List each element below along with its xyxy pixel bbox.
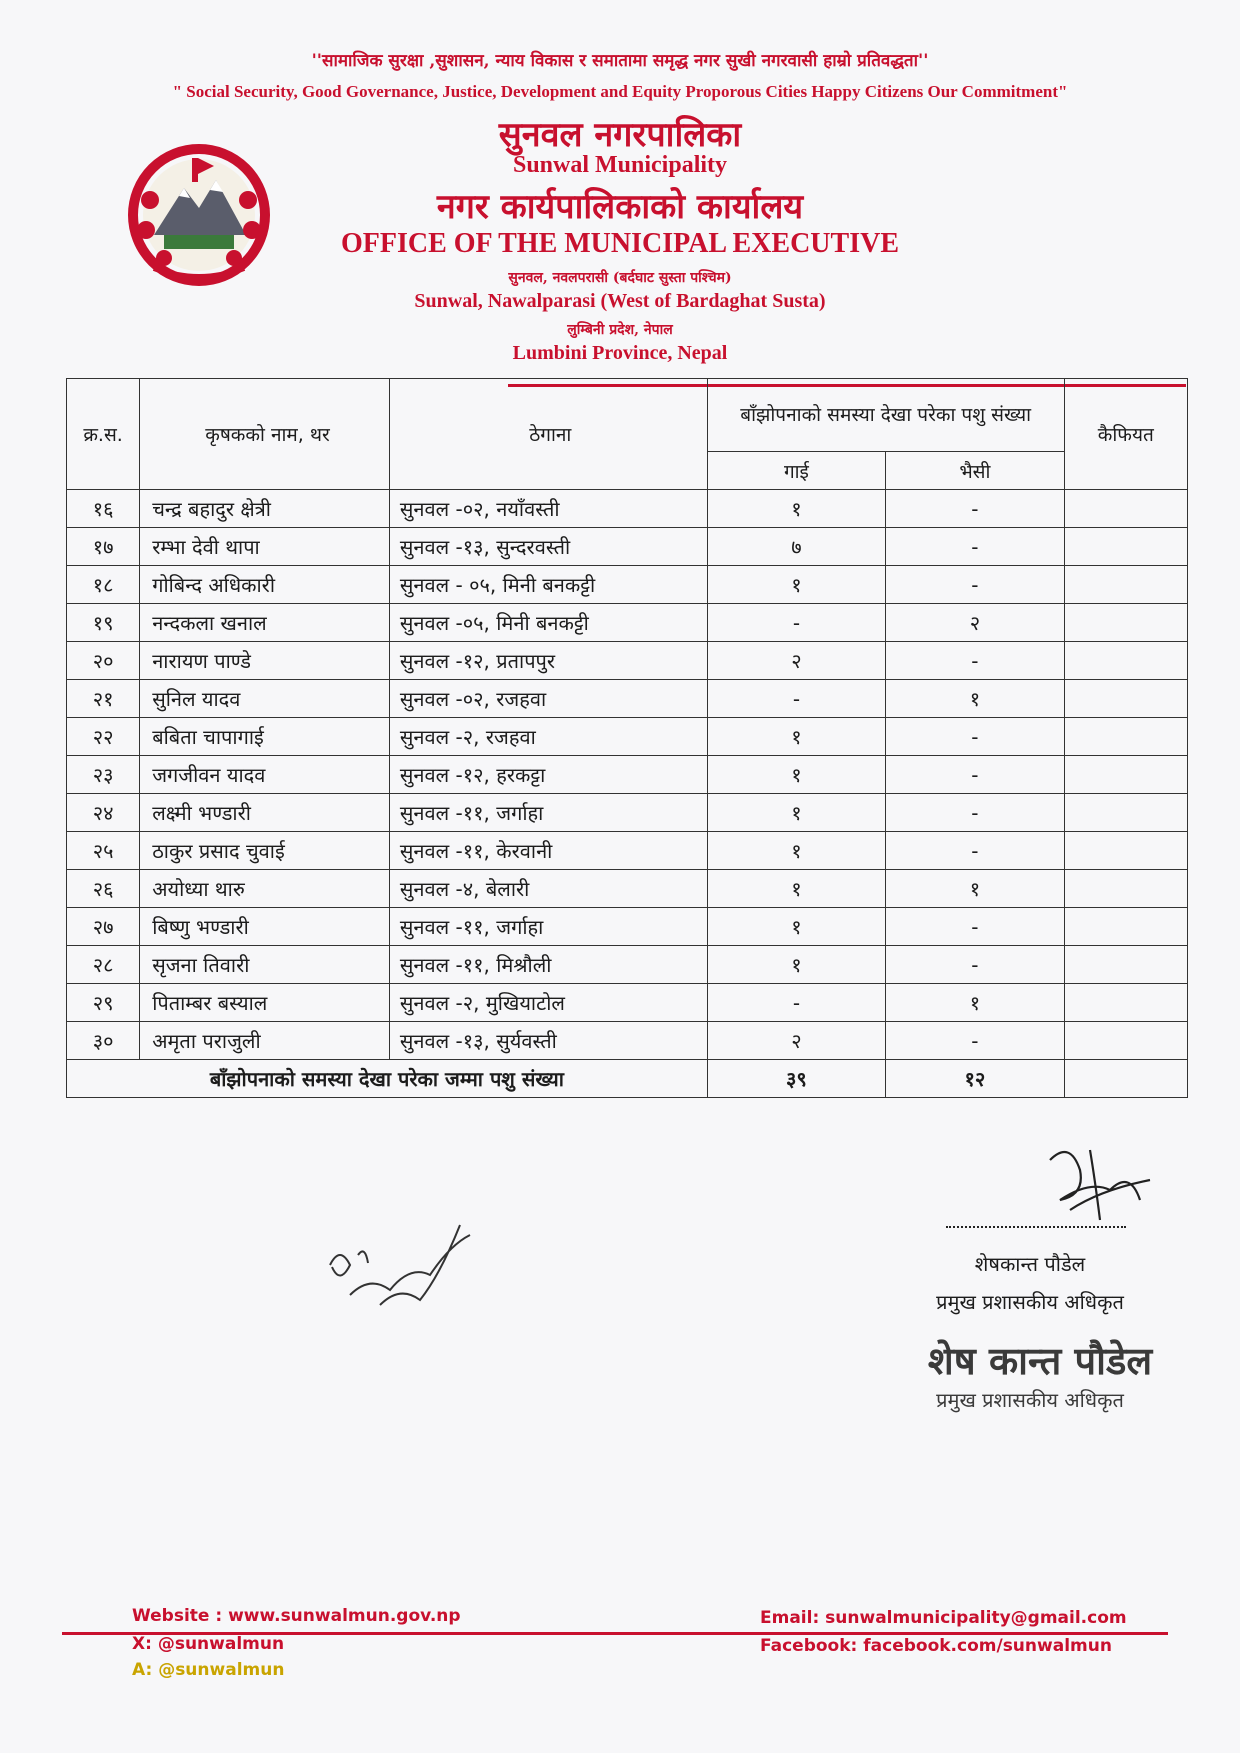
motto-nepali: ''सामाजिक सुरक्षा ,सुशासन, न्याय विकास र समातामा समृद्ध नगर सुखी नगरवासी हाम्रो प्रतिवद्धता''	[311, 51, 929, 71]
row-farmer-name: चन्द्र बहादुर क्षेत्री	[140, 490, 390, 528]
totals-row	[67, 1060, 1188, 1098]
table-row	[67, 1022, 1188, 1060]
row-remarks	[1064, 832, 1187, 870]
address-english: Sunwal, Nawalparasi (West of Bardaghat Susta)	[414, 290, 826, 312]
row-remarks	[1064, 528, 1187, 566]
row-cow-count: -	[707, 984, 885, 1022]
row-cow-count: १	[707, 490, 885, 528]
row-remarks	[1064, 984, 1187, 1022]
row-address: सुनवल -१२, हरकट्टा	[389, 756, 707, 794]
row-cow-count: २	[707, 1022, 885, 1060]
province-nepali: लुम्बिनी प्रदेश, नेपाल	[567, 322, 673, 338]
row-cow-count: ७	[707, 528, 885, 566]
municipality-name-english: Sunwal Municipality	[512, 152, 728, 178]
office-name-nepali: नगर कार्यपालिकाको कार्यालय	[436, 187, 804, 227]
table-row	[67, 832, 1188, 870]
row-address: सुनवल -११, केरवानी	[389, 832, 707, 870]
row-farmer-name: गोबिन्द अधिकारी	[140, 566, 390, 604]
table-body	[67, 490, 1188, 1060]
row-serial: २०	[67, 642, 140, 680]
table-row	[67, 984, 1188, 1022]
row-address: सुनवल -०२, नयाँवस्ती	[389, 490, 707, 528]
table-row	[67, 680, 1188, 718]
table-row	[67, 794, 1188, 832]
row-address: सुनवल -११, जर्गाहा	[389, 908, 707, 946]
row-remarks	[1064, 756, 1187, 794]
row-serial: १६	[67, 490, 140, 528]
row-buffalo-count: -	[886, 490, 1064, 528]
row-buffalo-count: -	[886, 566, 1064, 604]
total-remarks	[1064, 1060, 1187, 1098]
table-row	[67, 604, 1188, 642]
row-buffalo-count: १	[886, 870, 1064, 908]
row-address: सुनवल -०२, रजहवा	[389, 680, 707, 718]
row-remarks	[1064, 946, 1187, 984]
row-buffalo-count: १	[886, 680, 1064, 718]
table-row	[67, 642, 1188, 680]
row-farmer-name: रम्भा देवी थापा	[140, 528, 390, 566]
row-address: सुनवल -१३, सुन्दरवस्ती	[389, 528, 707, 566]
row-address: सुनवल - ०५, मिनी बनकट्टी	[389, 566, 707, 604]
footer-x-handle: X: @sunwalmun	[132, 1634, 285, 1654]
motto-english: " Social Security, Good Governance, Justice, Development and Equity Proporous Cities Happy Citizens Our Commitment"	[172, 82, 1068, 101]
row-address: सुनवल -०५, मिनी बनकट्टी	[389, 604, 707, 642]
row-farmer-name: बबिता चापागाई	[140, 718, 390, 756]
row-address: सुनवल -२, मुखियाटोल	[389, 984, 707, 1022]
row-cow-count: २	[707, 642, 885, 680]
signatory-title: प्रमुख प्रशासकीय अधिकृत	[936, 1290, 1124, 1314]
livestock-infertility-table	[66, 378, 1188, 1098]
row-address: सुनवल -१३, सुर्यवस्ती	[389, 1022, 707, 1060]
row-remarks	[1064, 604, 1187, 642]
row-serial: १९	[67, 604, 140, 642]
header-livestock-group: बाँझोपनाको समस्या देखा परेका पशु संख्या	[707, 379, 1064, 452]
header-farmer-name: कृषकको नाम, थर	[140, 379, 390, 490]
row-cow-count: १	[707, 566, 885, 604]
row-farmer-name: अयोध्या थारु	[140, 870, 390, 908]
row-buffalo-count: -	[886, 832, 1064, 870]
handwritten-signature-icon	[1030, 1140, 1160, 1230]
row-buffalo-count: -	[886, 642, 1064, 680]
row-serial: २६	[67, 870, 140, 908]
row-farmer-name: लक्ष्मी भण्डारी	[140, 794, 390, 832]
row-farmer-name: पिताम्बर बस्याल	[140, 984, 390, 1022]
row-remarks	[1064, 794, 1187, 832]
header-serial: क्र.स.	[67, 379, 140, 490]
table-row	[67, 756, 1188, 794]
row-buffalo-count: -	[886, 718, 1064, 756]
footer-facebook: Facebook: facebook.com/sunwalmun	[760, 1636, 1112, 1656]
row-farmer-name: नन्दकला खनाल	[140, 604, 390, 642]
row-buffalo-count: -	[886, 794, 1064, 832]
row-address: सुनवल -११, जर्गाहा	[389, 794, 707, 832]
row-remarks	[1064, 680, 1187, 718]
row-farmer-name: जगजीवन यादव	[140, 756, 390, 794]
footer-email: Email: sunwalmunicipality@gmail.com	[760, 1608, 1127, 1628]
row-serial: २२	[67, 718, 140, 756]
row-remarks	[1064, 490, 1187, 528]
table-row	[67, 566, 1188, 604]
row-farmer-name: सुनिल यादव	[140, 680, 390, 718]
row-farmer-name: सृजना तिवारी	[140, 946, 390, 984]
row-buffalo-count: १	[886, 984, 1064, 1022]
row-remarks	[1064, 718, 1187, 756]
table-row	[67, 718, 1188, 756]
row-address: सुनवल -४, बेलारी	[389, 870, 707, 908]
row-serial: १७	[67, 528, 140, 566]
footer-a-handle: A: @sunwalmun	[132, 1660, 285, 1680]
row-farmer-name: नारायण पाण्डे	[140, 642, 390, 680]
province-english: Lumbini Province, Nepal	[512, 342, 728, 364]
row-buffalo-count: -	[886, 756, 1064, 794]
stamp-title: प्रमुख प्रशासकीय अधिकृत	[936, 1388, 1124, 1412]
row-address: सुनवल -२, रजहवा	[389, 718, 707, 756]
row-buffalo-count: -	[886, 908, 1064, 946]
row-serial: २३	[67, 756, 140, 794]
total-cow: ३९	[707, 1060, 885, 1098]
header-address: ठेगाना	[389, 379, 707, 490]
table-row	[67, 528, 1188, 566]
row-cow-count: १	[707, 718, 885, 756]
row-buffalo-count: -	[886, 1022, 1064, 1060]
row-serial: ३०	[67, 1022, 140, 1060]
row-serial: २८	[67, 946, 140, 984]
row-cow-count: १	[707, 794, 885, 832]
row-farmer-name: अमृता पराजुली	[140, 1022, 390, 1060]
address-nepali: सुनवल, नवलपरासी (बर्दघाट सुस्ता पश्चिम)	[508, 270, 732, 286]
row-serial: २९	[67, 984, 140, 1022]
row-buffalo-count: २	[886, 604, 1064, 642]
row-buffalo-count: -	[886, 528, 1064, 566]
total-label: बाँझोपनाको समस्या देखा परेका जम्मा पशु संख्या	[67, 1060, 708, 1098]
handwritten-initials-icon	[320, 1205, 490, 1325]
table-row	[67, 908, 1188, 946]
row-remarks	[1064, 1022, 1187, 1060]
signatory-name: शेषकान्त पौडेल	[974, 1252, 1086, 1276]
table-row	[67, 490, 1188, 528]
table-row	[67, 946, 1188, 984]
row-cow-count: १	[707, 908, 885, 946]
municipality-name-nepali: सुनवल नगरपालिका	[498, 115, 742, 155]
stamp-name: शेष कान्त पौडेल	[927, 1339, 1153, 1383]
row-remarks	[1064, 566, 1187, 604]
row-farmer-name: ठाकुर प्रसाद चुवाई	[140, 832, 390, 870]
row-cow-count: -	[707, 680, 885, 718]
row-serial: १८	[67, 566, 140, 604]
row-serial: २४	[67, 794, 140, 832]
signature-line	[946, 1226, 1126, 1228]
row-cow-count: -	[707, 604, 885, 642]
row-serial: २७	[67, 908, 140, 946]
row-address: सुनवल -११, मिश्रौली	[389, 946, 707, 984]
row-buffalo-count: -	[886, 946, 1064, 984]
footer-website: Website : www.sunwalmun.gov.np	[132, 1606, 461, 1626]
row-serial: २५	[67, 832, 140, 870]
row-cow-count: १	[707, 870, 885, 908]
table-row	[67, 870, 1188, 908]
row-farmer-name: बिष्णु भण्डारी	[140, 908, 390, 946]
row-serial: २१	[67, 680, 140, 718]
row-cow-count: १	[707, 832, 885, 870]
row-cow-count: १	[707, 946, 885, 984]
header-buffalo: भैसी	[886, 452, 1064, 490]
row-remarks	[1064, 642, 1187, 680]
total-buffalo: १२	[886, 1060, 1064, 1098]
header-cow: गाई	[707, 452, 885, 490]
row-remarks	[1064, 908, 1187, 946]
row-remarks	[1064, 870, 1187, 908]
header-remarks: कैफियत	[1064, 379, 1187, 490]
office-name-english: OFFICE OF THE MUNICIPAL EXECUTIVE	[341, 228, 899, 259]
row-address: सुनवल -१२, प्रतापपुर	[389, 642, 707, 680]
row-cow-count: १	[707, 756, 885, 794]
